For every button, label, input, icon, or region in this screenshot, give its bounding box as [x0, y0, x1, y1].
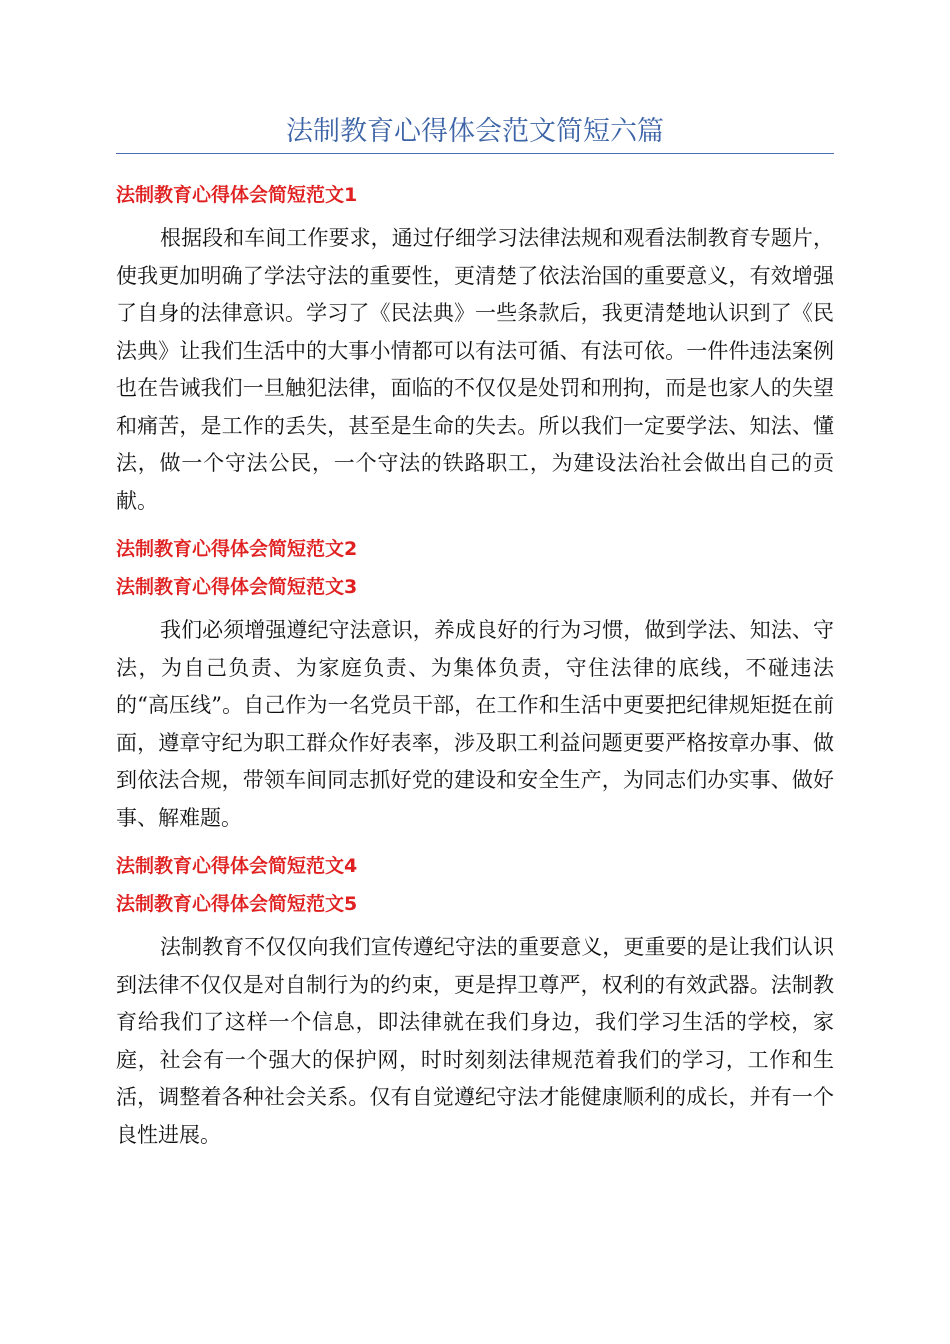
section-3 [116, 568, 834, 837]
section-2 [116, 530, 834, 568]
document-body [116, 176, 834, 1164]
section-heading-2: 法制教育心得体会简短范文2 [116, 538, 358, 560]
section-heading-1: 法制教育心得体会简短范文1 [116, 184, 358, 206]
section-heading-4: 法制教育心得体会简短范文4 [116, 855, 358, 877]
section-1 [116, 176, 834, 520]
document-title: 法制教育心得体会范文简短六篇 [286, 116, 664, 147]
section-paragraph-3: 我们必须增强遵纪守法意识，养成良好的行为习惯，做到学法、知法、守法，为自己负责、为家庭负责、为集体负责，守住法律的底线，不碰违法的“高压线”。自己作为一名党员干部，在工作和生活中更要把纪律规矩挺在前面，遵章守纪为职工群众作好表率，涉及职工利益问题更要严格按章办事、做到依法合规，带领车间同志抓好党的建设和安全生产，为同志们办实事、做好事、解难题。 [116, 618, 834, 830]
section-heading-5: 法制教育心得体会简短范文5 [116, 893, 358, 915]
section-heading-3: 法制教育心得体会简短范文3 [116, 576, 358, 598]
section-5 [116, 885, 834, 1154]
section-paragraph-1: 根据段和车间工作要求，通过仔细学习法律法规和观看法制教育专题片，使我更加明确了学法守法的重要性，更清楚了依法治国的重要意义，有效增强了自身的法律意识。学习了《民法典》一些条款后，我更清楚地认识到了《民法典》让我们生活中的大事小情都可以有法可循、有法可依。一件件违法案例也在告诫我们一旦触犯法律，面临的不仅仅是处罚和刑拘，而是也家人的失望和痛苦，是工作的丢失，甚至是生命的失去。所以我们一定要学法、知法、懂法，做一个守法公民，一个守法的铁路职工，为建设法治社会做出自己的贡献。 [116, 226, 834, 513]
section-paragraph-5: 法制教育不仅仅向我们宣传遵纪守法的重要意义，更重要的是让我们认识到法律不仅仅是对自制行为的约束，更是捍卫尊严，权利的有效武器。法制教育给我们了这样一个信息，即法律就在我们身边，我们学习生活的学校，家庭，社会有一个强大的保护网，时时刻刻法律规范着我们的学习，工作和生活，调整着各种社会关系。仅有自觉遵纪守法才能健康顺利的成长，并有一个良性进展。 [116, 935, 834, 1147]
section-4 [116, 847, 834, 885]
title-underline [116, 153, 834, 154]
